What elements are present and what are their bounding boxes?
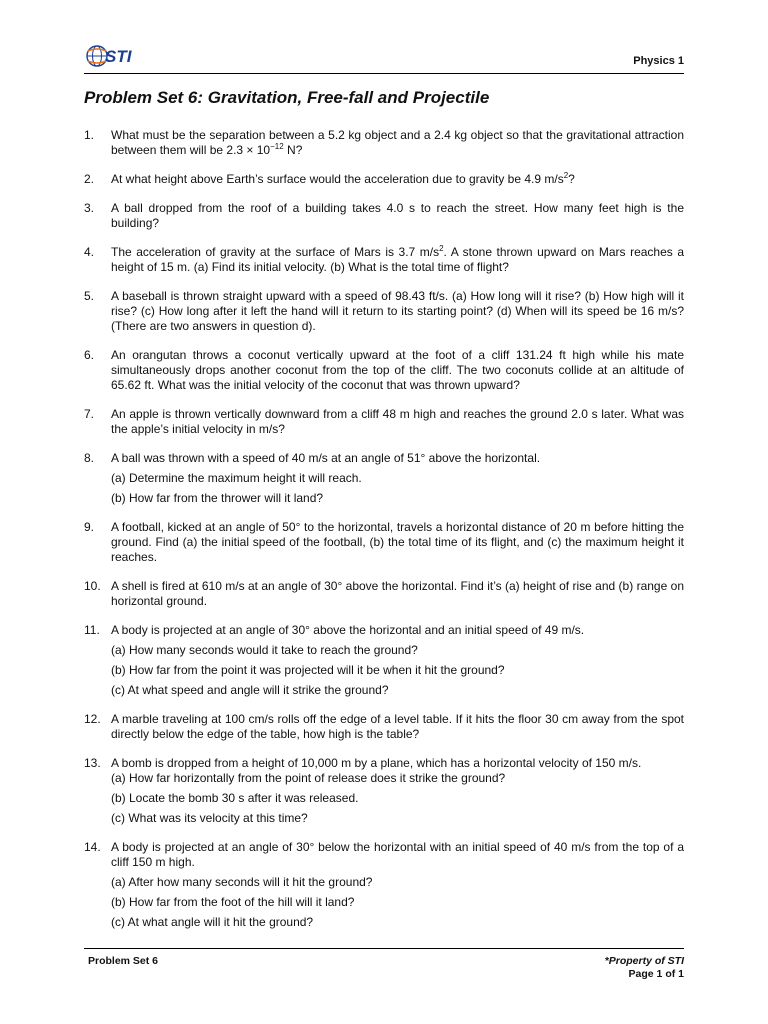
globe-icon — [87, 46, 107, 66]
problem-text: A body is projected at an angle of 30° above the horizontal and an initial speed of 49 m/s. — [111, 623, 585, 637]
superscript: −12 — [270, 142, 284, 151]
problem-number: 10. — [84, 579, 101, 593]
problem-12 — [84, 712, 684, 742]
problem-number: 8. — [84, 451, 95, 465]
superscript: 2 — [563, 171, 569, 180]
problem-text: A ball was thrown with a speed of 40 m/s at an angle of 51° above the horizontal. — [111, 451, 541, 465]
problem-number: 1. — [84, 128, 95, 142]
problem-4 — [84, 245, 684, 275]
sub-question: (a) Determine the maximum height it will reach. — [111, 471, 362, 485]
problem-5 — [84, 289, 684, 334]
problem-11 — [84, 623, 684, 698]
problem-3 — [84, 201, 684, 231]
page-title: Problem Set 6: Gravitation, Free-fall and Projectile — [84, 88, 490, 107]
page-number: Page 1 of 1 — [628, 968, 684, 980]
problem-text: A body is projected at an angle of 30° below the horizontal with an initial speed of 40 m/s from the top of a cliff 150 m high. — [111, 840, 684, 869]
problem-text: A ball dropped from the roof of a building takes 4.0 s to reach the street. How many feet high is the building? — [111, 201, 684, 230]
problem-number: 9. — [84, 520, 95, 534]
problem-text: A marble traveling at 100 cm/s rolls off the edge of a level table. If it hits the floor 30 cm away from the spot directly below the edge of the table, how high is the table? — [111, 712, 684, 741]
problem-10 — [84, 579, 684, 609]
problem-14 — [84, 840, 684, 930]
problem-text: A baseball is thrown straight upward with a speed of 98.43 ft/s. (a) How long will it rise? (b) How high will it rise? (c) How long after it left the hand will it return to its starting point? (d) When will its speed be 16 m/s? (There are two answers in question d). — [111, 289, 684, 333]
sub-question: (b) How far from the point it was projected will it be when it hit the ground? — [111, 663, 505, 677]
problem-text: An apple is thrown vertically downward from a cliff 48 m high and reaches the ground 2.0 s later. What was the apple’s initial velocity in m/s? — [111, 407, 684, 436]
problem-text: A football, kicked at an angle of 50° to the horizontal, travels a horizontal distance of 20 m before hitting the ground. Find (a) the initial speed of the football, (b) the total time of its flight, and (c) the maximum height it reaches. — [111, 520, 684, 564]
problem-13 — [84, 756, 684, 826]
footer-divider — [84, 948, 684, 949]
problem-6 — [84, 348, 684, 393]
problem-7 — [84, 407, 684, 437]
sti-logo — [85, 43, 145, 69]
sub-question: (b) How far from the thrower will it land? — [111, 491, 324, 505]
problem-number: 4. — [84, 245, 95, 259]
problem-number: 3. — [84, 201, 95, 215]
problem-number: 7. — [84, 407, 95, 421]
problem-text: A bomb is dropped from a height of 10,000 m by a plane, which has a horizontal velocity of 150 m/s. — [111, 756, 642, 770]
problem-number: 11. — [84, 623, 100, 637]
sub-question: (b) How far from the foot of the hill will it land? — [111, 895, 355, 909]
problem-number: 12. — [84, 712, 101, 726]
problem-number: 13. — [84, 756, 101, 770]
problem-list — [84, 128, 684, 944]
problem-text: What must be the separation between a 5.2 kg object and a 2.4 kg object so that the gravitational attraction between them will be $2.3 \times 10^{-12}$ N? — [111, 128, 684, 157]
subject-label: Physics 1 — [633, 55, 684, 67]
header-divider — [84, 73, 684, 74]
problem-9 — [84, 520, 684, 565]
sub-question: (a) After how many seconds will it hit the ground? — [111, 875, 373, 889]
footer-info — [605, 955, 684, 981]
problem-text: An orangutan throws a coconut vertically upward at the foot of a cliff 131.24 ft high while his mate simultaneously drops another coconut from the top of the cliff. The two coconuts collide at an altitude of 65.62 ft. What was the initial velocity of the coconut that was thrown upward? — [111, 348, 684, 392]
sub-question: (b) Locate the bomb 30 s after it was released. — [111, 791, 359, 805]
problem-number: 14. — [84, 840, 101, 854]
problem-text: The acceleration of gravity at the surface of Mars is 3.7 $m/s^2$. A stone thrown upward on Mars reaches a height of 15 m. (a) Find its initial velocity. (b) What is the total time of flight? — [111, 244, 684, 274]
problem-text: A shell is fired at 610 m/s at an angle of 30° above the horizontal. Find it’s (a) height of rise and (b) range on horizontal ground. — [111, 579, 684, 608]
problem-number: 6. — [84, 348, 95, 362]
sub-question: (c) At what speed and angle will it strike the ground? — [111, 683, 389, 697]
property-note: *Property of STI — [604, 955, 684, 967]
problem-text: At what height above Earth’s surface would the acceleration due to gravity be 4.9 $m/s^2$? — [111, 171, 575, 186]
sub-question: (c) What was its velocity at this time? — [111, 811, 308, 825]
problem-1 — [84, 128, 684, 158]
sub-question: (a) How many seconds would it take to reach the ground? — [111, 643, 418, 657]
problem-8 — [84, 451, 684, 506]
superscript: 2 — [439, 244, 444, 253]
footer-doc-name: Problem Set 6 — [88, 955, 159, 967]
problem-number: 2. — [84, 172, 95, 186]
sub-question: (c) At what angle will it hit the ground? — [111, 915, 314, 929]
problem-2 — [84, 172, 684, 187]
problem-number: 5. — [84, 289, 95, 303]
logo-text: STI — [105, 47, 132, 66]
sub-question: (a) How far horizontally from the point of release does it strike the ground? — [111, 771, 506, 785]
